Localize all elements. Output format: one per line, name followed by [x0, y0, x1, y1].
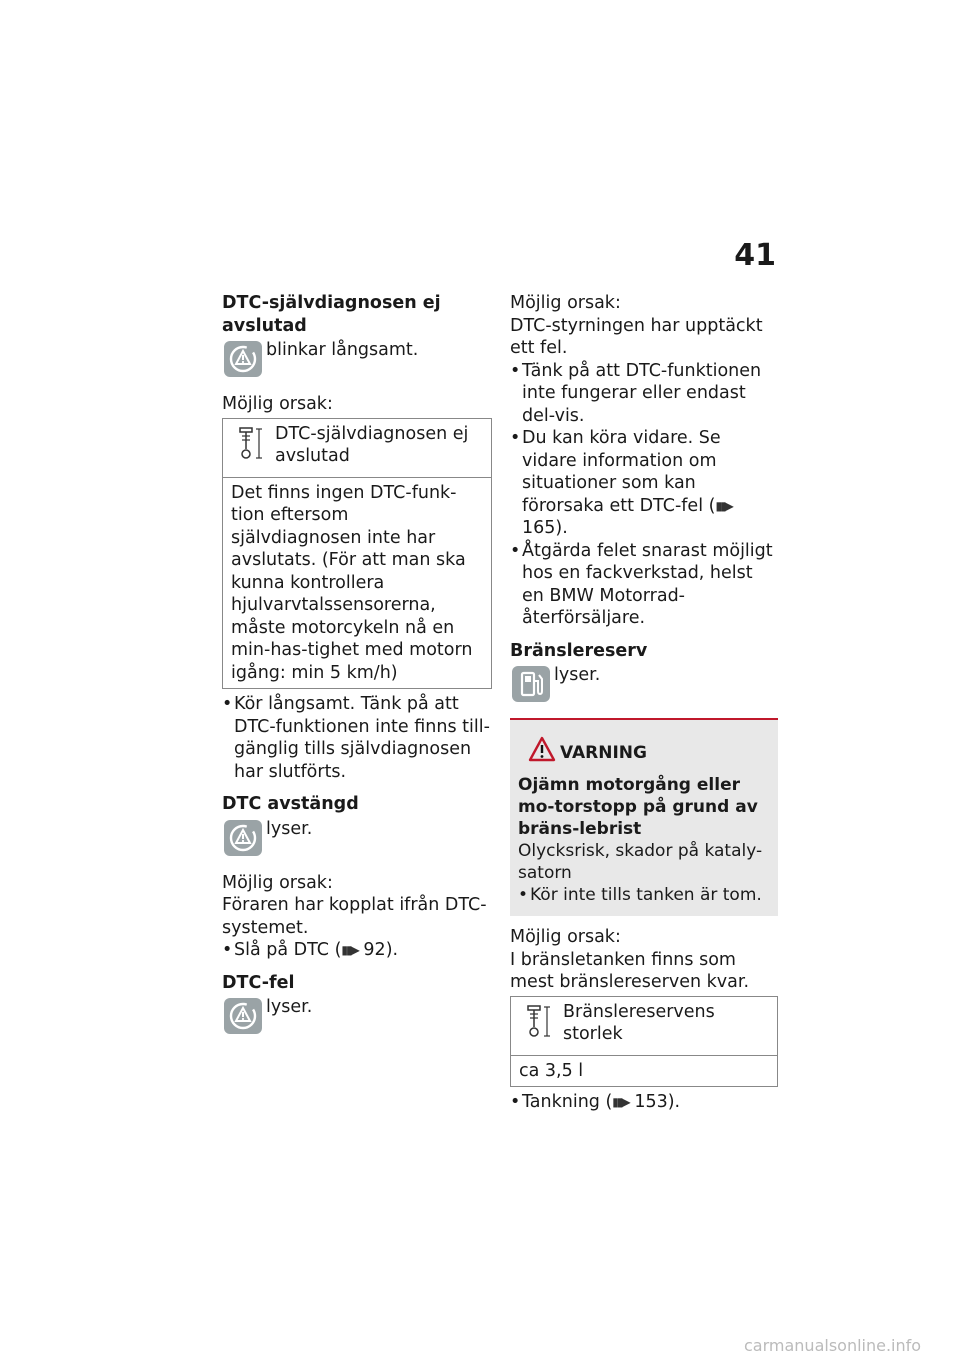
- cause-text: I bränsletanken finns som mest bränslereserven kvar.: [510, 949, 750, 992]
- list-item: • Tänk på att DTC-funktionen inte fungerar eller endast del-vis.: [510, 360, 762, 426]
- watermark: carmanualsonline.info: [744, 1336, 922, 1355]
- page-number: 41: [734, 238, 776, 273]
- page-ref-arrow-icon: ▮▮▶: [612, 1095, 629, 1109]
- dtc-warning-icon: [224, 820, 262, 856]
- cause-label: Möjlig orsak:: [510, 293, 621, 313]
- technical-data-icon: [237, 425, 265, 463]
- cause-label: Möjlig orsak:: [510, 927, 621, 947]
- indicator-text: lyser.: [554, 665, 601, 685]
- cause-text: DTC-styrningen har upptäckt ett fel.: [510, 315, 763, 358]
- left-column: [222, 292, 492, 1044]
- dtc-warning-icon: [224, 341, 262, 377]
- cause-text: Föraren har kopplat ifrån DTC-systemet.: [222, 895, 487, 938]
- heading-dtc-error: DTC-fel: [222, 972, 295, 993]
- technical-data-icon: [525, 1003, 553, 1041]
- spec-header: [511, 997, 777, 1056]
- heading-dtc-off: DTC avstängd: [222, 794, 359, 814]
- heading-dtc-selfdiag: DTC-självdiagnosen ej avslutad: [222, 293, 441, 336]
- page-ref[interactable]: 165: [522, 518, 556, 538]
- cause-label: Möjlig orsak:: [222, 394, 333, 414]
- page-ref[interactable]: 92: [363, 940, 386, 960]
- list-item: • Tankning (▮▮▶ 153).: [510, 1092, 681, 1112]
- list-item: • Åtgärda felet snarast möjligt hos en fackverkstad, helst en BMW Motorrad-återförsäljare.: [510, 540, 773, 628]
- spec-body: Det finns ingen DTC-funk-tion eftersom självdiagnosen inte har avslutats. (För att man ska kunna kontrollera hjulvarvtalssensorerna, måste motorcykeln nå en min-has-tighet med motorn igång: min 5 km/h): [231, 482, 473, 683]
- indicator-text: lyser.: [266, 818, 313, 839]
- indicator-text: lyser.: [266, 997, 313, 1017]
- spec-header-text: DTC-självdiagnosen ej avslutad: [275, 423, 469, 466]
- spec-header: [223, 419, 491, 478]
- list-item: • Kör inte tills tanken är tom.: [518, 885, 762, 905]
- right-column: [510, 292, 778, 1114]
- page-ref-arrow-icon: ▮▮▶: [715, 498, 732, 513]
- indicator-row: [222, 339, 492, 379]
- warning-subtitle: Ojämn motorgång eller mo-torstopp på grund av bräns-lebrist: [518, 775, 758, 839]
- indicator-row: [222, 996, 492, 1036]
- spec-table: [222, 418, 492, 690]
- list-item: • Du kan köra vidare. Se vidare information om situationer som kan förorsaka ett DTC-fel (▮▮▶ 165).: [510, 428, 732, 538]
- indicator-text: blinkar långsamt.: [266, 340, 419, 360]
- warning-title: VARNING: [518, 734, 770, 770]
- indicator-row: [510, 664, 778, 704]
- spec-table: [510, 996, 778, 1088]
- fuel-pump-icon: [512, 666, 550, 702]
- heading-fuel-reserve: Bränslereserv: [510, 640, 648, 661]
- cause-label: Möjlig orsak:: [222, 872, 333, 893]
- page-ref[interactable]: 153: [634, 1092, 668, 1112]
- dtc-warning-icon: [224, 998, 262, 1034]
- spec-header-text: Bränslereservens storlek: [563, 1001, 715, 1044]
- list-item: • Slå på DTC (▮▮▶ 92).: [222, 940, 399, 960]
- page-ref-arrow-icon: ▮▮▶: [341, 943, 358, 957]
- warning-box: [510, 718, 778, 916]
- warning-text: Olycksrisk, skador på kataly-satorn: [518, 841, 763, 883]
- warning-triangle-icon: [528, 736, 556, 762]
- list-item: • Kör långsamt. Tänk på att DTC-funktionen inte finns till-gänglig tills självdiagnosen har slutförts.: [222, 694, 490, 782]
- spec-body: ca 3,5 l: [519, 1060, 584, 1081]
- indicator-row: [222, 818, 492, 858]
